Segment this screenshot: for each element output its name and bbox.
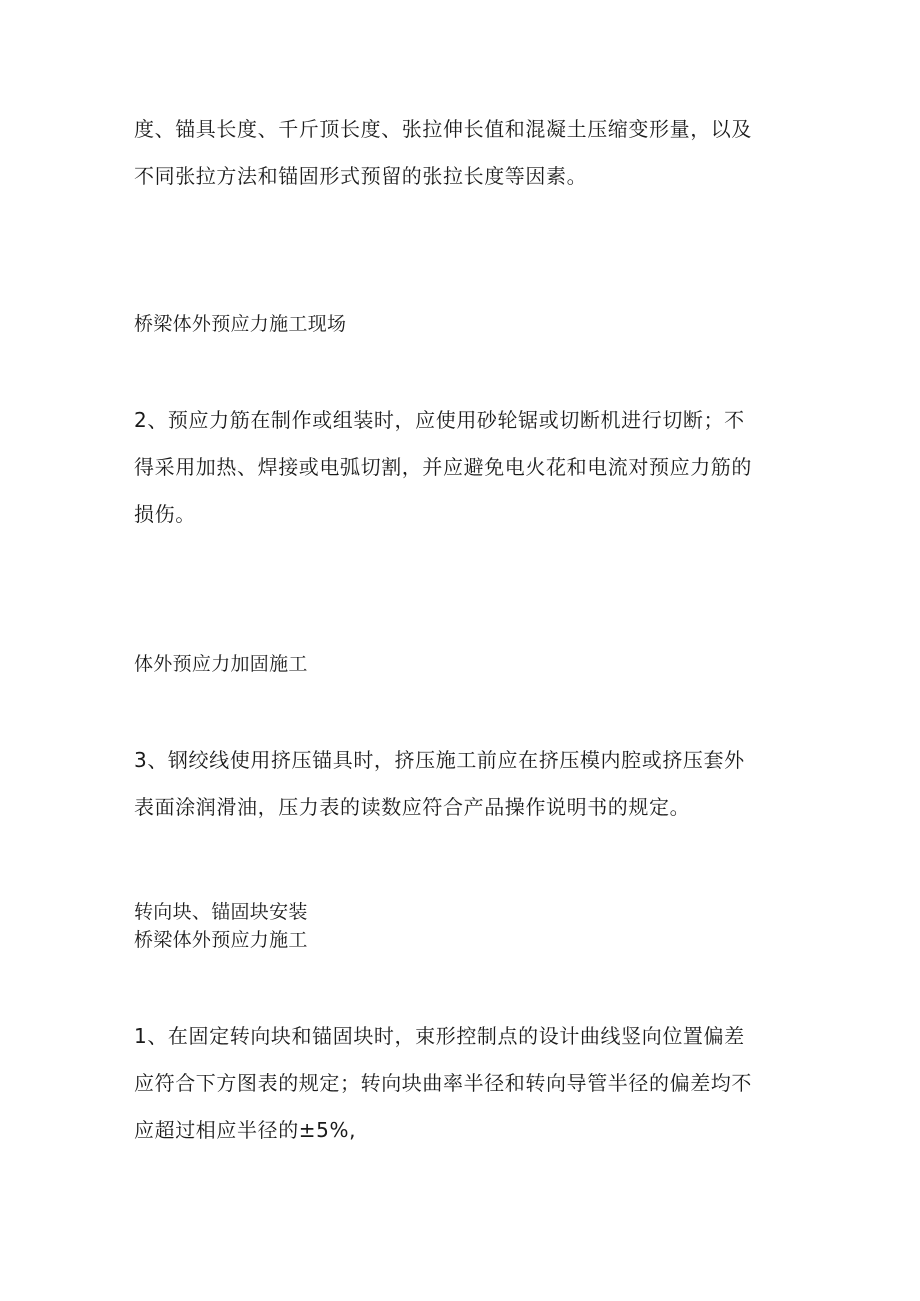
text-line: 1、在固定转向块和锚固块时，束形控制点的设计曲线竖向位置偏差: [134, 1024, 745, 1048]
text-line: 2、预应力筋在制作或组装时，应使用砂轮锯或切断机进行切断；不: [134, 408, 745, 432]
image-caption-construction-site: [134, 310, 794, 338]
image-caption-block-installation: [134, 898, 794, 954]
paragraph-extrusion-anchor: [134, 737, 794, 831]
caption-line: 桥梁体外预应力施工: [134, 929, 308, 951]
text-line: 应超过相应半径的±5%,: [134, 1118, 357, 1142]
paragraph-cutting-rules: [134, 397, 794, 538]
caption-line: 桥梁体外预应力施工现场: [134, 313, 347, 335]
text-line: 应符合下方图表的规定；转向块曲率半径和转向导管半径的偏差均不: [134, 1071, 752, 1095]
caption-line: 体外预应力加固施工: [134, 653, 308, 675]
text-line: 3、钢绞线使用挤压锚具时，挤压施工前应在挤压模内腔或挤压套外: [134, 748, 745, 772]
paragraph-deviation-limits: [134, 1013, 794, 1154]
text-line: 损伤。: [134, 502, 196, 526]
caption-line: 转向块、锚固块安装: [134, 901, 308, 923]
text-line: 得采用加热、焊接或电弧切割，并应避免电火花和电流对预应力筋的: [134, 455, 752, 479]
image-caption-reinforcement: [134, 650, 794, 678]
text-line: 不同张拉方法和锚固形式预留的张拉长度等因素。: [134, 164, 588, 188]
text-line: 表面涂润滑油，压力表的读数应符合产品操作说明书的规定。: [134, 795, 691, 819]
paragraph-tensioning-length: [134, 106, 794, 200]
text-line: 度、锚具长度、千斤顶长度、张拉伸长值和混凝土压缩变形量，以及: [134, 117, 752, 141]
